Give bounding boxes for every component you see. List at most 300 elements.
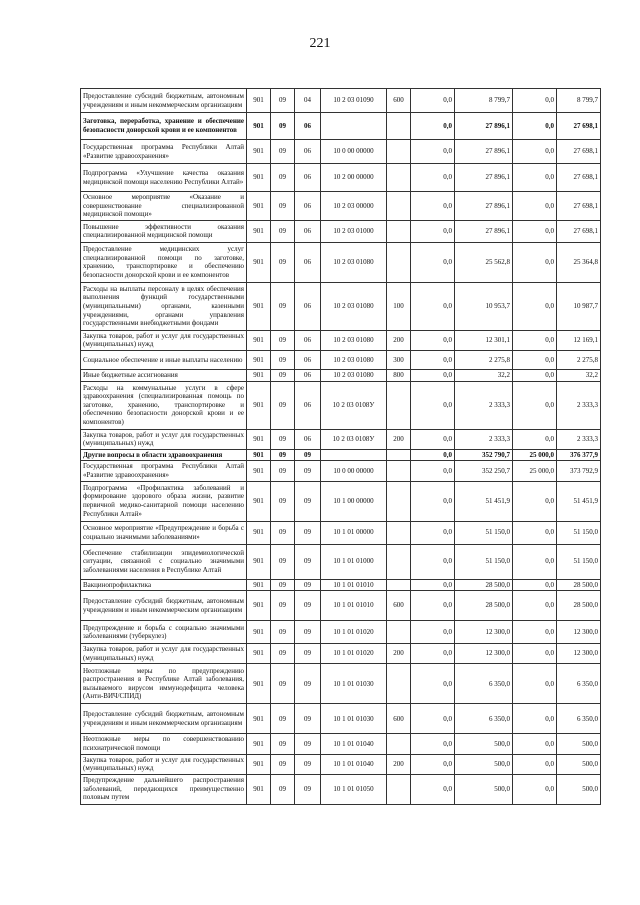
ministry-code: 901 [247, 544, 271, 579]
ministry-code: 901 [247, 113, 271, 140]
amount-col-4: 12 169,1 [557, 330, 601, 350]
row-name: Обеспечение стабилизации эпидемиологической ситуации, связанной с социально значимыми заболеваниями населения в Республике Алтай [81, 544, 247, 579]
table-body [81, 89, 601, 805]
section-code: 09 [271, 734, 295, 754]
target-article-code: 10 2 03 01090 [321, 89, 387, 113]
section-code: 09 [271, 449, 295, 461]
row-name: Подпрограмма «Улучшение качества оказания медицинской помощи населению Республики Алтай» [81, 164, 247, 192]
amount-col-2: 2 333,3 [455, 429, 513, 449]
row-name: Закупка товаров, работ и услуг для государственных (муниципальных) нужд [81, 644, 247, 664]
row-name: Закупка товаров, работ и услуг для государственных (муниципальных) нужд [81, 330, 247, 350]
amount-col-2: 28 500,0 [455, 579, 513, 591]
amount-col-3: 0,0 [513, 521, 557, 544]
expense-type-code: 300 [387, 350, 411, 369]
section-code: 09 [271, 579, 295, 591]
table-row [81, 774, 601, 804]
subsection-code: 09 [295, 521, 321, 544]
amount-col-2: 25 562,8 [455, 242, 513, 282]
amount-col-2: 500,0 [455, 734, 513, 754]
amount-col-4: 25 364,8 [557, 242, 601, 282]
target-article-code: 10 1 01 01040 [321, 754, 387, 774]
amount-col-4: 12 300,0 [557, 621, 601, 644]
row-name: Неотложные меры по предупреждению распространения в Республике Алтай заболевания, вызываемого вирусом иммунодефицита человека (Анти-ВИЧ/СПИД) [81, 664, 247, 704]
amount-col-2: 8 799,7 [455, 89, 513, 113]
table-row [81, 579, 601, 591]
target-article-code: 10 2 03 01080 [321, 282, 387, 330]
ministry-code: 901 [247, 644, 271, 664]
subsection-code: 09 [295, 644, 321, 664]
subsection-code: 09 [295, 449, 321, 461]
ministry-code: 901 [247, 330, 271, 350]
amount-col-4: 500,0 [557, 754, 601, 774]
amount-col-4: 12 300,0 [557, 644, 601, 664]
ministry-code: 901 [247, 591, 271, 621]
subsection-code: 06 [295, 164, 321, 192]
amount-col-1: 0,0 [411, 644, 455, 664]
table-row [81, 591, 601, 621]
subsection-code: 06 [295, 220, 321, 242]
amount-col-3: 0,0 [513, 220, 557, 242]
table-row [81, 621, 601, 644]
target-article-code: 10 1 01 01030 [321, 664, 387, 704]
target-article-code: 10 1 01 01050 [321, 774, 387, 804]
subsection-code: 09 [295, 481, 321, 521]
amount-col-1: 0,0 [411, 734, 455, 754]
subsection-code: 09 [295, 544, 321, 579]
amount-col-1: 0,0 [411, 621, 455, 644]
amount-col-2: 51 150,0 [455, 544, 513, 579]
ministry-code: 901 [247, 192, 271, 221]
target-article-code: 10 2 03 01000 [321, 220, 387, 242]
amount-col-3: 0,0 [513, 579, 557, 591]
page-number: 221 [309, 36, 331, 51]
table-row [81, 350, 601, 369]
table-row [81, 164, 601, 192]
section-code: 09 [271, 664, 295, 704]
ministry-code: 901 [247, 754, 271, 774]
amount-col-2: 6 350,0 [455, 664, 513, 704]
amount-col-3: 0,0 [513, 754, 557, 774]
subsection-code: 09 [295, 664, 321, 704]
amount-col-3: 0,0 [513, 664, 557, 704]
expense-type-code: 100 [387, 282, 411, 330]
row-name: Предупреждение дальнейшего распространения заболеваний, передающихся преимущественно половым путем [81, 774, 247, 804]
table-row [81, 220, 601, 242]
amount-col-2: 352 790,7 [455, 449, 513, 461]
table-row [81, 282, 601, 330]
section-code: 09 [271, 350, 295, 369]
table-row [81, 330, 601, 350]
amount-col-2: 32,2 [455, 369, 513, 381]
amount-col-4: 6 350,0 [557, 664, 601, 704]
target-article-code: 10 2 03 0108У [321, 429, 387, 449]
amount-col-1: 0,0 [411, 330, 455, 350]
row-name: Вакцинопрофилактика [81, 579, 247, 591]
subsection-code: 09 [295, 704, 321, 734]
row-name: Предоставление субсидий бюджетным, автономным учреждениям и иным некоммерческим организациям [81, 591, 247, 621]
amount-col-3: 0,0 [513, 734, 557, 754]
expense-type-code: 600 [387, 704, 411, 734]
amount-col-1: 0,0 [411, 754, 455, 774]
amount-col-1: 0,0 [411, 140, 455, 164]
row-name: Предоставление субсидий бюджетным, автономным учреждениям и иным некоммерческим организациям [81, 704, 247, 734]
ministry-code: 901 [247, 734, 271, 754]
amount-col-3: 0,0 [513, 704, 557, 734]
table-row [81, 242, 601, 282]
amount-col-1: 0,0 [411, 481, 455, 521]
amount-col-3: 0,0 [513, 591, 557, 621]
amount-col-2: 2 275,8 [455, 350, 513, 369]
amount-col-2: 27 896,1 [455, 164, 513, 192]
amount-col-3: 0,0 [513, 644, 557, 664]
row-name: Заготовка, переработка, хранение и обеспечение безопасности донорской крови и ее компонентов [81, 113, 247, 140]
amount-col-1: 0,0 [411, 429, 455, 449]
amount-col-2: 51 150,0 [455, 521, 513, 544]
amount-col-3: 0,0 [513, 481, 557, 521]
amount-col-4: 27 698,1 [557, 164, 601, 192]
amount-col-1: 0,0 [411, 381, 455, 429]
ministry-code: 901 [247, 449, 271, 461]
row-name: Расходы на коммунальные услуги в сфере здравоохранения (специализированная помощь по заготовке, хранению, транспортировке и обеспечению безопасности донорской крови и ее компонентов) [81, 381, 247, 429]
ministry-code: 901 [247, 350, 271, 369]
table-row [81, 664, 601, 704]
amount-col-4: 28 500,0 [557, 591, 601, 621]
amount-col-1: 0,0 [411, 89, 455, 113]
expense-type-code [387, 140, 411, 164]
table-row [81, 734, 601, 754]
target-article-code: 10 2 03 01080 [321, 330, 387, 350]
subsection-code: 09 [295, 579, 321, 591]
row-name: Подпрограмма «Профилактика заболеваний и формирование здорового образа жизни, развитие первичной медико-санитарной помощи населению Республики Алтай» [81, 481, 247, 521]
target-article-code: 10 2 03 01080 [321, 242, 387, 282]
target-article-code: 10 1 01 00000 [321, 521, 387, 544]
amount-col-3: 0,0 [513, 330, 557, 350]
expense-type-code: 600 [387, 89, 411, 113]
target-article-code: 10 1 00 00000 [321, 481, 387, 521]
expense-type-code [387, 774, 411, 804]
amount-col-1: 0,0 [411, 449, 455, 461]
ministry-code: 901 [247, 242, 271, 282]
table-row [81, 140, 601, 164]
table-row [81, 429, 601, 449]
amount-col-3: 0,0 [513, 544, 557, 579]
amount-col-1: 0,0 [411, 544, 455, 579]
section-code: 09 [271, 521, 295, 544]
expense-type-code [387, 113, 411, 140]
amount-col-1: 0,0 [411, 113, 455, 140]
amount-col-1: 0,0 [411, 664, 455, 704]
amount-col-1: 0,0 [411, 242, 455, 282]
amount-col-3: 0,0 [513, 429, 557, 449]
subsection-code: 06 [295, 369, 321, 381]
expense-type-code [387, 449, 411, 461]
amount-col-1: 0,0 [411, 521, 455, 544]
row-name: Расходы на выплаты персоналу в целях обеспечения выполнения функций государственными (муниципальными) органами, казенными учреждениями, органами управления государственными внебюджетными фондами [81, 282, 247, 330]
amount-col-1: 0,0 [411, 591, 455, 621]
amount-col-4: 6 350,0 [557, 704, 601, 734]
amount-col-4: 51 150,0 [557, 521, 601, 544]
amount-col-3: 0,0 [513, 350, 557, 369]
section-code: 09 [271, 220, 295, 242]
amount-col-2: 28 500,0 [455, 591, 513, 621]
table-row [81, 381, 601, 429]
row-name: Повышение эффективности оказания специализированной медицинской помощи [81, 220, 247, 242]
table-row [81, 481, 601, 521]
amount-col-4: 27 698,1 [557, 140, 601, 164]
table-row [81, 754, 601, 774]
amount-col-3: 0,0 [513, 381, 557, 429]
expense-type-code: 800 [387, 369, 411, 381]
subsection-code: 06 [295, 429, 321, 449]
subsection-code: 06 [295, 350, 321, 369]
amount-col-3: 25 000,0 [513, 461, 557, 481]
section-code: 09 [271, 644, 295, 664]
amount-col-4: 51 451,9 [557, 481, 601, 521]
row-name: Государственная программа Республики Алтай «Развитие здравоохранения» [81, 461, 247, 481]
expense-type-code [387, 164, 411, 192]
amount-col-4: 27 698,1 [557, 220, 601, 242]
ministry-code: 901 [247, 220, 271, 242]
subsection-code: 06 [295, 381, 321, 429]
section-code: 09 [271, 774, 295, 804]
ministry-code: 901 [247, 579, 271, 591]
amount-col-2: 12 301,1 [455, 330, 513, 350]
expense-type-code [387, 481, 411, 521]
target-article-code: 10 0 00 00000 [321, 140, 387, 164]
ministry-code: 901 [247, 704, 271, 734]
subsection-code: 06 [295, 282, 321, 330]
amount-col-3: 0,0 [513, 774, 557, 804]
amount-col-1: 0,0 [411, 220, 455, 242]
subsection-code: 06 [295, 113, 321, 140]
row-name: Основное мероприятие «Предупреждение и борьба с социально значимыми заболеваниями» [81, 521, 247, 544]
expense-type-code [387, 621, 411, 644]
amount-col-1: 0,0 [411, 704, 455, 734]
expense-type-code: 200 [387, 754, 411, 774]
table-row [81, 89, 601, 113]
amount-col-1: 0,0 [411, 164, 455, 192]
section-code: 09 [271, 113, 295, 140]
amount-col-3: 0,0 [513, 89, 557, 113]
target-article-code [321, 113, 387, 140]
amount-col-2: 12 300,0 [455, 644, 513, 664]
amount-col-2: 10 953,7 [455, 282, 513, 330]
amount-col-4: 2 275,8 [557, 350, 601, 369]
budget-table [80, 88, 601, 805]
subsection-code: 09 [295, 591, 321, 621]
amount-col-1: 0,0 [411, 192, 455, 221]
amount-col-2: 27 896,1 [455, 220, 513, 242]
section-code: 09 [271, 591, 295, 621]
ministry-code: 901 [247, 282, 271, 330]
ministry-code: 901 [247, 89, 271, 113]
expense-type-code [387, 461, 411, 481]
amount-col-1: 0,0 [411, 461, 455, 481]
target-article-code: 10 1 01 01020 [321, 621, 387, 644]
amount-col-2: 12 300,0 [455, 621, 513, 644]
amount-col-1: 0,0 [411, 774, 455, 804]
amount-col-2: 27 896,1 [455, 192, 513, 221]
section-code: 09 [271, 754, 295, 774]
target-article-code: 10 2 03 01080 [321, 369, 387, 381]
row-name: Неотложные меры по совершенствованию психиатрической помощи [81, 734, 247, 754]
target-article-code: 10 0 00 00000 [321, 461, 387, 481]
expense-type-code: 200 [387, 644, 411, 664]
expense-type-code: 200 [387, 330, 411, 350]
target-article-code: 10 1 01 01010 [321, 591, 387, 621]
row-name: Закупка товаров, работ и услуг для государственных (муниципальных) нужд [81, 429, 247, 449]
amount-col-4: 2 333,3 [557, 429, 601, 449]
amount-col-3: 0,0 [513, 140, 557, 164]
expense-type-code [387, 734, 411, 754]
target-article-code: 10 1 01 01040 [321, 734, 387, 754]
amount-col-1: 0,0 [411, 579, 455, 591]
amount-col-2: 27 896,1 [455, 140, 513, 164]
ministry-code: 901 [247, 774, 271, 804]
ministry-code: 901 [247, 140, 271, 164]
amount-col-1: 0,0 [411, 369, 455, 381]
section-code: 09 [271, 461, 295, 481]
table-row [81, 449, 601, 461]
row-name: Социальное обеспечение и иные выплаты населению [81, 350, 247, 369]
amount-col-2: 500,0 [455, 774, 513, 804]
target-article-code: 10 2 03 0108У [321, 381, 387, 429]
subsection-code: 09 [295, 621, 321, 644]
table-row [81, 704, 601, 734]
table-row [81, 544, 601, 579]
ministry-code: 901 [247, 369, 271, 381]
amount-col-3: 0,0 [513, 369, 557, 381]
section-code: 09 [271, 330, 295, 350]
section-code: 09 [271, 429, 295, 449]
amount-col-3: 0,0 [513, 621, 557, 644]
row-name: Основное мероприятие «Оказание и совершенствование специализированной медицинской помощи» [81, 192, 247, 221]
amount-col-1: 0,0 [411, 282, 455, 330]
subsection-code: 06 [295, 330, 321, 350]
amount-col-2: 500,0 [455, 754, 513, 774]
amount-col-1: 0,0 [411, 350, 455, 369]
amount-col-3: 25 000,0 [513, 449, 557, 461]
amount-col-2: 27 896,1 [455, 113, 513, 140]
amount-col-4: 500,0 [557, 774, 601, 804]
subsection-code: 04 [295, 89, 321, 113]
subsection-code: 09 [295, 461, 321, 481]
row-name: Государственная программа Республики Алтай «Развитие здравоохранения» [81, 140, 247, 164]
ministry-code: 901 [247, 481, 271, 521]
amount-col-4: 10 987,7 [557, 282, 601, 330]
row-name: Другие вопросы в области здравоохранения [81, 449, 247, 461]
amount-col-4: 500,0 [557, 734, 601, 754]
amount-col-2: 6 350,0 [455, 704, 513, 734]
target-article-code: 10 1 01 01010 [321, 579, 387, 591]
section-code: 09 [271, 369, 295, 381]
target-article-code: 10 1 01 01020 [321, 644, 387, 664]
amount-col-4: 28 500,0 [557, 579, 601, 591]
amount-col-3: 0,0 [513, 242, 557, 282]
amount-col-3: 0,0 [513, 113, 557, 140]
expense-type-code [387, 521, 411, 544]
expense-type-code [387, 192, 411, 221]
expense-type-code: 200 [387, 429, 411, 449]
section-code: 09 [271, 164, 295, 192]
amount-col-2: 2 333,3 [455, 381, 513, 429]
target-article-code: 10 2 00 00000 [321, 164, 387, 192]
ministry-code: 901 [247, 621, 271, 644]
amount-col-3: 0,0 [513, 192, 557, 221]
table-row [81, 644, 601, 664]
section-code: 09 [271, 621, 295, 644]
expense-type-code: 600 [387, 591, 411, 621]
subsection-code: 06 [295, 140, 321, 164]
target-article-code: 10 2 03 01080 [321, 350, 387, 369]
section-code: 09 [271, 89, 295, 113]
ministry-code: 901 [247, 461, 271, 481]
table-row [81, 369, 601, 381]
section-code: 09 [271, 282, 295, 330]
table-row [81, 521, 601, 544]
section-code: 09 [271, 704, 295, 734]
row-name: Предоставление субсидий бюджетным, автономным учреждениям и иным некоммерческим организациям [81, 89, 247, 113]
ministry-code: 901 [247, 429, 271, 449]
amount-col-3: 0,0 [513, 164, 557, 192]
amount-col-2: 352 250,7 [455, 461, 513, 481]
amount-col-4: 27 698,1 [557, 113, 601, 140]
ministry-code: 901 [247, 164, 271, 192]
table-row [81, 192, 601, 221]
amount-col-4: 2 333,3 [557, 381, 601, 429]
row-name: Иные бюджетные ассигнования [81, 369, 247, 381]
target-article-code: 10 1 01 01000 [321, 544, 387, 579]
amount-col-2: 51 451,9 [455, 481, 513, 521]
expense-type-code [387, 544, 411, 579]
row-name: Закупка товаров, работ и услуг для государственных (муниципальных) нужд [81, 754, 247, 774]
amount-col-4: 27 698,1 [557, 192, 601, 221]
amount-col-4: 376 377,9 [557, 449, 601, 461]
section-code: 09 [271, 481, 295, 521]
ministry-code: 901 [247, 664, 271, 704]
amount-col-3: 0,0 [513, 282, 557, 330]
section-code: 09 [271, 192, 295, 221]
section-code: 09 [271, 381, 295, 429]
amount-col-4: 32,2 [557, 369, 601, 381]
subsection-code: 06 [295, 242, 321, 282]
expense-type-code [387, 220, 411, 242]
subsection-code: 09 [295, 734, 321, 754]
expense-type-code [387, 664, 411, 704]
section-code: 09 [271, 242, 295, 282]
amount-col-4: 51 150,0 [557, 544, 601, 579]
section-code: 09 [271, 544, 295, 579]
expense-type-code [387, 242, 411, 282]
row-name: Предупреждение и борьба с социально значимыми заболеваниями (туберкулез) [81, 621, 247, 644]
ministry-code: 901 [247, 381, 271, 429]
subsection-code: 09 [295, 754, 321, 774]
expense-type-code [387, 381, 411, 429]
target-article-code [321, 449, 387, 461]
subsection-code: 09 [295, 774, 321, 804]
target-article-code: 10 2 03 00000 [321, 192, 387, 221]
target-article-code: 10 1 01 01030 [321, 704, 387, 734]
ministry-code: 901 [247, 521, 271, 544]
section-code: 09 [271, 140, 295, 164]
expense-type-code [387, 579, 411, 591]
row-name: Предоставление медицинских услуг специализированной помощи по заготовке, хранению, транспортировке и обеспечению безопасности донорской крови и ее компонентов [81, 242, 247, 282]
table-row [81, 113, 601, 140]
amount-col-4: 8 799,7 [557, 89, 601, 113]
subsection-code: 06 [295, 192, 321, 221]
table-row [81, 461, 601, 481]
amount-col-4: 373 792,9 [557, 461, 601, 481]
